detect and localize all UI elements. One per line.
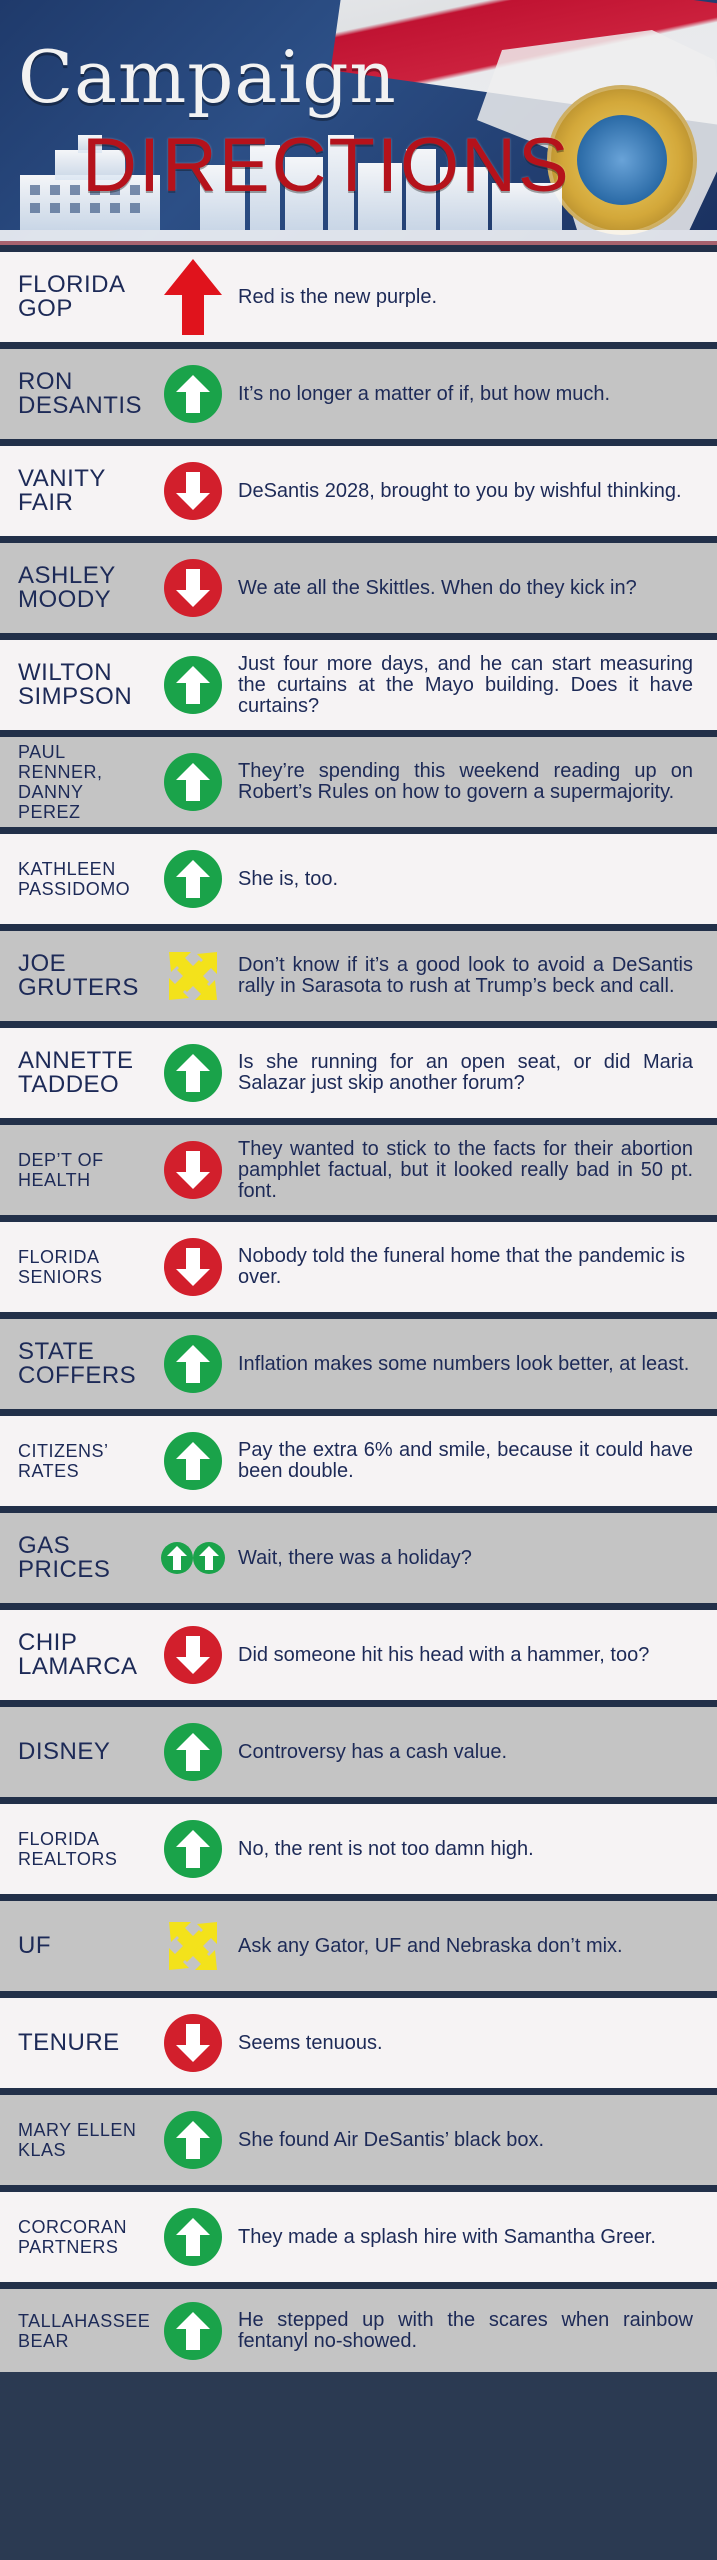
up-arrow-icon: [162, 848, 224, 910]
direction-indicator: [148, 737, 238, 827]
list-item: [0, 1021, 717, 1118]
item-label: TENURE: [18, 2029, 120, 2056]
item-label: CORCORAN PARTNERS: [18, 2217, 128, 2257]
direction-indicator: [148, 543, 238, 633]
down-arrow-icon: [162, 557, 224, 619]
direction-indicator: [148, 1998, 238, 2088]
item-label: JOE GRUTERS: [18, 950, 139, 1001]
list-item: [0, 924, 717, 1021]
item-comment: They made a splash hire with Samantha Greer.: [238, 2225, 656, 2248]
direction-indicator: [148, 1222, 238, 1312]
list-item: [0, 245, 717, 342]
item-label: PAUL RENNER, DANNY PEREZ: [18, 742, 103, 822]
up-arrow-icon: [162, 2109, 224, 2171]
direction-indicator: [148, 1513, 238, 1603]
down-arrow-icon: [162, 1624, 224, 1686]
up-arrow-icon: [162, 654, 224, 716]
direction-indicator: [148, 640, 238, 730]
item-comment: Ask any Gator, UF and Nebraska don’t mix.: [238, 1934, 623, 1957]
item-label: KATHLEEN PASSIDOMO: [18, 859, 131, 899]
item-label: FLORIDA REALTORS: [18, 1829, 118, 1869]
direction-indicator: [148, 446, 238, 536]
direction-indicator: [148, 349, 238, 439]
item-comment: Don’t know if it’s a good look to avoid a DeSantis rally in Sarasota to rush at Trump’s beck and call.: [238, 954, 693, 997]
list-item: [0, 536, 717, 633]
title-main: Campaign: [18, 35, 397, 119]
item-comment: We ate all the Skittles. When do they kick in?: [238, 576, 637, 599]
item-label: STATE COFFERS: [18, 1338, 137, 1389]
item-comment: They’re spending this weekend reading up on Robert’s Rules on how to govern a supermajority.: [238, 760, 693, 803]
item-comment: Did someone hit his head with a hammer, too?: [238, 1643, 650, 1666]
double-up-arrow-icon: [160, 1538, 226, 1578]
item-comment: Is she running for an open seat, or did Maria Salazar just skip another forum?: [238, 1051, 693, 1094]
list-item: [0, 633, 717, 730]
list-item: [0, 1409, 717, 1506]
item-comment: Nobody told the funeral home that the pandemic is over.: [238, 1245, 685, 1288]
item-label: TALLAHASSEE BEAR: [18, 2310, 151, 2351]
item-label: DEP’T OF HEALTH: [18, 1150, 104, 1190]
item-comment: No, the rent is not too damn high.: [238, 1837, 534, 1860]
up-arrow-icon: [162, 1818, 224, 1880]
direction-indicator: [148, 1416, 238, 1506]
item-comment: Red is the new purple.: [238, 285, 438, 308]
direction-indicator: [148, 1707, 238, 1797]
list-item: [0, 1603, 717, 1700]
big-red-up-arrow-icon: [162, 257, 224, 337]
list-item: [0, 1118, 717, 1215]
item-comment: He stepped up with the scares when rainbow fentanyl no-showed.: [238, 2308, 693, 2352]
header-banner: [0, 0, 717, 245]
down-arrow-icon: [162, 2012, 224, 2074]
sideways-arrows-icon: [157, 1910, 229, 1982]
item-comment: DeSantis 2028, brought to you by wishful thinking.: [238, 479, 682, 502]
list-item: [0, 1506, 717, 1603]
item-label: VANITY FAIR: [18, 465, 106, 516]
direction-indicator: [148, 2286, 238, 2376]
direction-indicator: [148, 252, 238, 342]
up-arrow-icon: [162, 1042, 224, 1104]
item-comment: They wanted to stick to the facts for their abortion pamphlet factual, but it looked really bad in 50 pt. font.: [238, 1137, 693, 1202]
list-item: [0, 2088, 717, 2185]
direction-indicator: [148, 1319, 238, 1409]
item-label: MARY ELLEN KLAS: [18, 2120, 137, 2160]
item-label: ANNETTE TADDEO: [18, 1047, 134, 1098]
item-comment: Inflation makes some numbers look better, at least.: [238, 1352, 690, 1375]
item-label: GAS PRICES: [18, 1532, 111, 1583]
direction-indicator: [148, 1125, 238, 1215]
title-sub: DIRECTIONS: [82, 123, 571, 208]
item-comment: Controversy has a cash value.: [238, 1740, 508, 1763]
list-item: [0, 2282, 717, 2372]
list-item: [0, 2185, 717, 2282]
item-label: ASHLEY MOODY: [18, 562, 116, 613]
list-item: [0, 827, 717, 924]
item-comment: Pay the extra 6% and smile, because it could have been double.: [238, 1439, 693, 1482]
direction-indicator: [148, 1804, 238, 1894]
up-arrow-icon: [162, 1721, 224, 1783]
item-label: CITIZENS’ RATES: [18, 1441, 108, 1481]
item-comment: She found Air DeSantis’ black box.: [238, 2128, 545, 2151]
direction-indicator: [148, 1028, 238, 1118]
item-label: CHIP LAMARCA: [18, 1629, 138, 1680]
item-label: RON DESANTIS: [18, 368, 143, 419]
up-arrow-icon: [162, 2300, 224, 2362]
direction-indicator: [148, 834, 238, 924]
down-arrow-icon: [162, 460, 224, 522]
list-item: [0, 439, 717, 536]
direction-indicator: [148, 2192, 238, 2282]
direction-indicator: [148, 931, 238, 1021]
direction-indicator: [148, 1610, 238, 1700]
up-arrow-icon: [162, 1430, 224, 1492]
list-item: [0, 1215, 717, 1312]
list-item: [0, 1312, 717, 1409]
up-arrow-icon: [162, 1333, 224, 1395]
ranking-list: [0, 245, 717, 2372]
item-comment: She is, too.: [238, 867, 339, 890]
item-label: UF: [18, 1932, 51, 1959]
list-item: [0, 1894, 717, 1991]
up-arrow-icon: [162, 363, 224, 425]
list-item: [0, 1991, 717, 2088]
direction-indicator: [148, 2095, 238, 2185]
item-comment: Seems tenuous.: [238, 2031, 383, 2054]
down-arrow-icon: [162, 1236, 224, 1298]
up-arrow-icon: [162, 751, 224, 813]
item-label: FLORIDA GOP: [18, 271, 125, 322]
direction-indicator: [148, 1901, 238, 1991]
item-label: WILTON SIMPSON: [18, 659, 133, 710]
sideways-arrows-icon: [157, 940, 229, 1012]
item-label: DISNEY: [18, 1738, 111, 1765]
item-label: FLORIDA SENIORS: [18, 1247, 103, 1287]
list-item: [0, 730, 717, 827]
list-item: [0, 1700, 717, 1797]
down-arrow-icon: [162, 1139, 224, 1201]
up-arrow-icon: [162, 2206, 224, 2268]
list-item: [0, 1797, 717, 1894]
item-comment: Wait, there was a holiday?: [238, 1546, 472, 1569]
item-comment: It’s no longer a matter of if, but how much.: [238, 382, 611, 405]
list-item: [0, 342, 717, 439]
item-comment: Just four more days, and he can start measuring the curtains at the Mayo building. Does it have curtains?: [238, 652, 693, 717]
